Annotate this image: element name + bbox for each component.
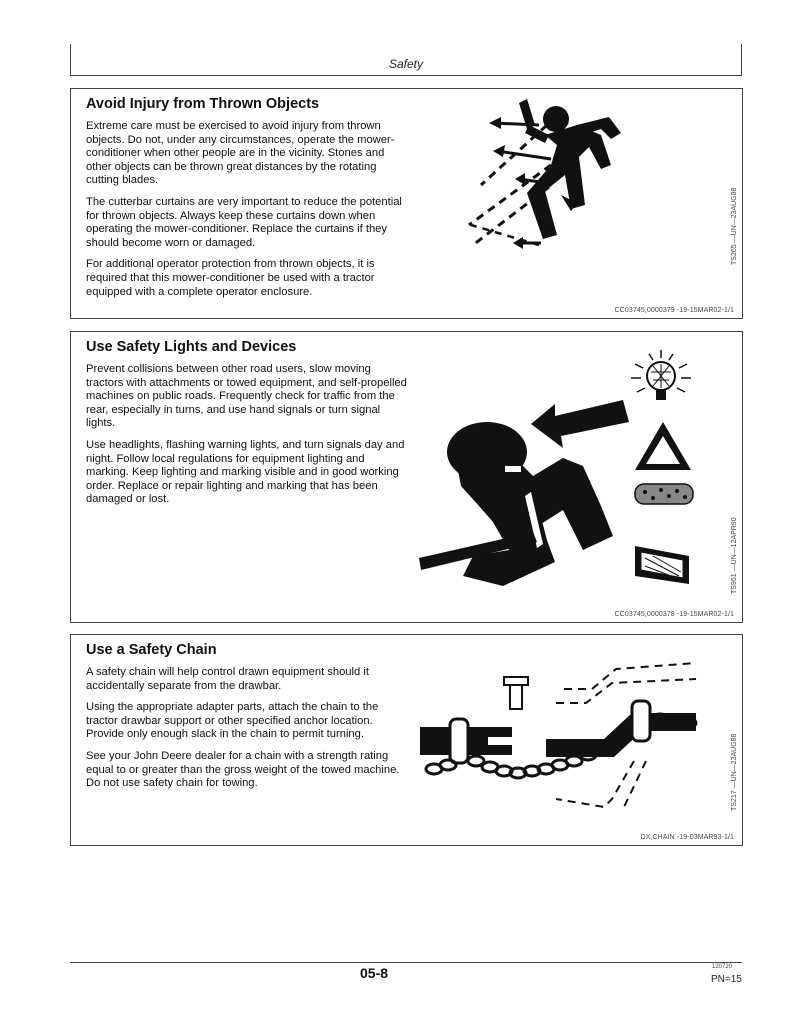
safety-chain-illustration	[416, 649, 706, 819]
paragraph: See your John Deere dealer for a chain with a strength rating equal to or greater than the gross weight of the towed machine. Do not use safety chain for towing.	[86, 749, 400, 790]
section-thrown-objects	[70, 88, 743, 319]
reference-code: CC03745,0000379 -19-15MAR02-1/1	[614, 307, 734, 314]
smv-emblem-icon	[635, 422, 691, 470]
figure-code: TS951 —UN—12APR90	[731, 517, 738, 594]
section-body	[86, 666, 408, 799]
reference-code: DX,CHAIN -19-03MAR93-1/1	[640, 834, 734, 841]
section-safety-chain	[70, 634, 743, 846]
page-number: 05-8	[360, 965, 389, 981]
safety-lights-illustration	[413, 336, 713, 598]
paragraph: Extreme care must be exercised to avoid injury from thrown objects. Do not, under any circumstances, operate the mower-conditioner when other people are in the vicinity. Stones and other objects can be thrown great distances by the rotating cutting blades.	[86, 120, 395, 187]
section-header-title: Safety	[388, 57, 423, 71]
reflective-tape-icon	[635, 484, 693, 504]
beacon-icon	[631, 350, 691, 400]
section-title: Use Safety Lights and Devices	[86, 339, 297, 355]
section-body	[86, 363, 408, 515]
page-header	[70, 44, 742, 76]
thrown-objects-illustration	[461, 95, 691, 265]
section-title: Avoid Injury from Thrown Objects	[86, 96, 320, 112]
section-safety-lights	[70, 331, 743, 623]
reflector-icon	[635, 546, 689, 584]
date-code: 120720	[712, 964, 733, 970]
paragraph: The cutterbar curtains are very important to reduce the potential for thrown objects. Always keep these curtains down when operating the mower-conditioner. Replace the curtains if they should become worn or damaged.	[86, 195, 402, 249]
paragraph: Prevent collisions between other road users, slow moving tractors with attachments or towed equipment, and self-propelled machines on public roads. Frequently check for traffic from the rear, especially in turns, and use hand signals or turn signal lights.	[86, 363, 407, 430]
paragraph: Using the appropriate adapter parts, attach the chain to the tractor drawbar support or other specified anchor location. Provide only enough slack in the chain to permit turning.	[86, 701, 379, 741]
paragraph: Use headlights, flashing warning lights, and turn signals day and night. Follow local regulations for equipment lighting and marking. Keep lighting and marking visible and in good working order. Replace or repair lighting and marking that has been damaged or lost.	[86, 438, 405, 506]
figure-code: TS265 —UN—23AUG88	[731, 187, 738, 265]
reference-code: CC03745,0000378 -19-15MAR02-1/1	[614, 611, 734, 618]
section-title: Use a Safety Chain	[86, 642, 217, 658]
pn-number: PN=15	[711, 974, 742, 985]
footer-divider	[70, 962, 742, 963]
paragraph: For additional operator protection from thrown objects, it is required that this mower-conditioner be used with a tractor equipped with a complete operator enclosure.	[86, 258, 375, 298]
paragraph: A safety chain will help control drawn equipment should it accidentally separate from the drawbar.	[86, 666, 369, 692]
figure-code: TS217 —UN—23AUG88	[731, 733, 738, 811]
section-body	[86, 120, 408, 307]
